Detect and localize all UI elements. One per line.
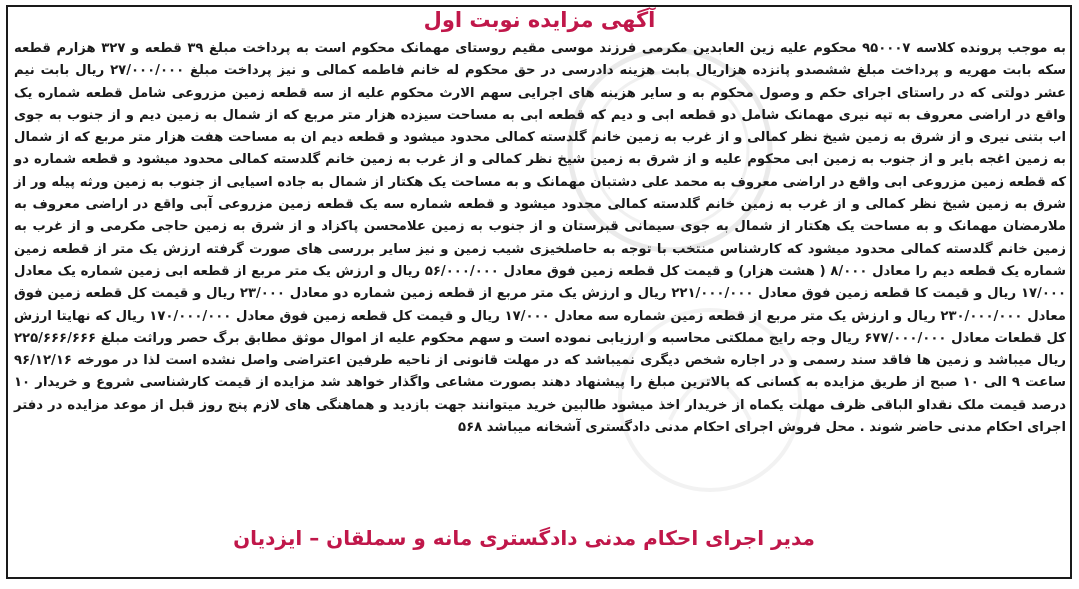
notice-signature: مدیر اجرای احکام مدنی دادگستری مانه و سملقان – ایزدیان: [233, 526, 815, 550]
notice-body: به موجب پرونده کلاسه ۹۵۰۰۰۷ محکوم علیه زین العابدین مکرمی فرزند موسی مقیم روستای مهمانک محکوم است به پرداخت مبلغ ۳۹ قطعه و ۳۲۷ هزارم قطعه سکه بابت مهریه و پرداخت مبلغ ششصدو پانزده هزاریال بابت هزینه دادرسی در حق محکوم له خانم فاطمه کمالی و نیز پرداخت مبلغ ۲۷/۰۰۰/۰۰۰ ریال بابت نیم عشر دولتی که در راستای اجرای حکم و وصول محکوم به و سایر هزینه های اجرایی سهم الارث محکوم علیه از سه قطعه زمین مزروعی شامل قطعه شماره یک واقع در اراضی معروف به تپه نیری مهمانک شامل دو قطعه ابی و دیم که قطعه ابی به مساحت سیزده هزار متر مربع که از شمال به زمین دیم و از جنوب به جوی اب بتنی نیری و از شرق به زمین شیخ نظر کمالی و از غرب به زمین خانم گلدسته کمالی محدود میشود و قطعه دیم ان به مساحت هفت هزار متر مربع که از شمال به زمین اغجه بایر و از جنوب به زمین ابی محکوم علیه و از شرق به زمین شیخ نظر کمالی و از غرب به زمین خانم گلدسته کمالی محدود میشود و قطعه شماره دو که قطعه زمین مزروعی ابی واقع در اراضی معروف به محمد علی دشتبان مهمانک و به مساحت یک هکتار از شمال به جاده اسیایی از جنوب به زمین ورثه پیله ور از شرق به زمین شیخ نظر کمالی و از غرب به زمین خانم گلدسته کمالی محدود میشود و قطعه شماره سه یک قطعه زمین مزروعی آبی واقع در اراضی معروف به ملارمضان مهمانک و به مساحت یک هکتار از شمال به جوی سیمانی قبرستان و از جنوب به زمین علامحسن پاکزاد و از شرق به زمین حاجی مکرمی و از غرب به زمین خانم گلدسته کمالی محدود میشود که کارشناس منتخب با توجه به حاصلخیزی شیب زمین و نیز سایر بررسی های صورت گرفته ارزش یک متر از قطعه زمین شماره یک قطعه دیم را معادل ۸/۰۰۰ ( هشت هزار) و قیمت کل قطعه زمین فوق معادل ۵۶/۰۰۰/۰۰۰ ریال و ارزش یک متر مربع از قطعه ابی زمین شماره یک معادل ۱۷/۰۰۰ ریال و قیمت کا قطعه زمین فوق معادل ۲۲۱/۰۰۰/۰۰۰ ریال و ارزش یک متر مربع از قطعه زمین شماره دو معادل ۲۳/۰۰۰ ریال و قیمت کل قطعه زمین فوق معادل ۲۳۰/۰۰۰/۰۰۰ ریال و ارزش یک متر مربع از قطعه زمین شماره سه معادل ۱۷/۰۰۰ ریال و قیمت کل قطعه زمین فوق معادل ۱۷۰/۰۰۰/۰۰۰ ریال که نهایتا ارزش کل قطعات معادل ۶۷۷/۰۰۰/۰۰۰ ریال وجه رایج مملکتی محاسبه و ارزیابی نموده است و سهم محکوم علیه از اموال موثق مطابق برگ حصر وراثت مبلغ ۲۲۵/۶۶۶/۶۶۶ ریال میباشد و زمین ها فاقد سند رسمی و در اجاره شخص دیگری نمیباشد که در مهلت قانونی از ناحیه طرفین اعتراضی واصل نشده است لذا در مورخه ۹۶/۱۲/۱۶ ساعت ۹ الی ۱۰ صبح از طریق مزایده به کسانی که بالاترین مبلغ را پیشنهاد دهند بصورت مشاعی واگذار خواهد شد مزایده از قیمت کارشناسی شروع و خریدار ۱۰ درصد قیمت ملک نقداو الباقی ظرف مهلت یکماه از خریدار اخذ میشود طالبین خرید میتوانند جهت بازدید و هماهنگی های لازم پنج روز قبل از موعد مزایده در دفتر اجرای احکام مدنی حاضر شوند . محل فروش اجرای احکام مدنی دادگستری آشخانه میباشد ۵۶۸: [14, 41, 1067, 436]
notice-title: آگهی مزایده نوبت اول: [423, 8, 656, 32]
